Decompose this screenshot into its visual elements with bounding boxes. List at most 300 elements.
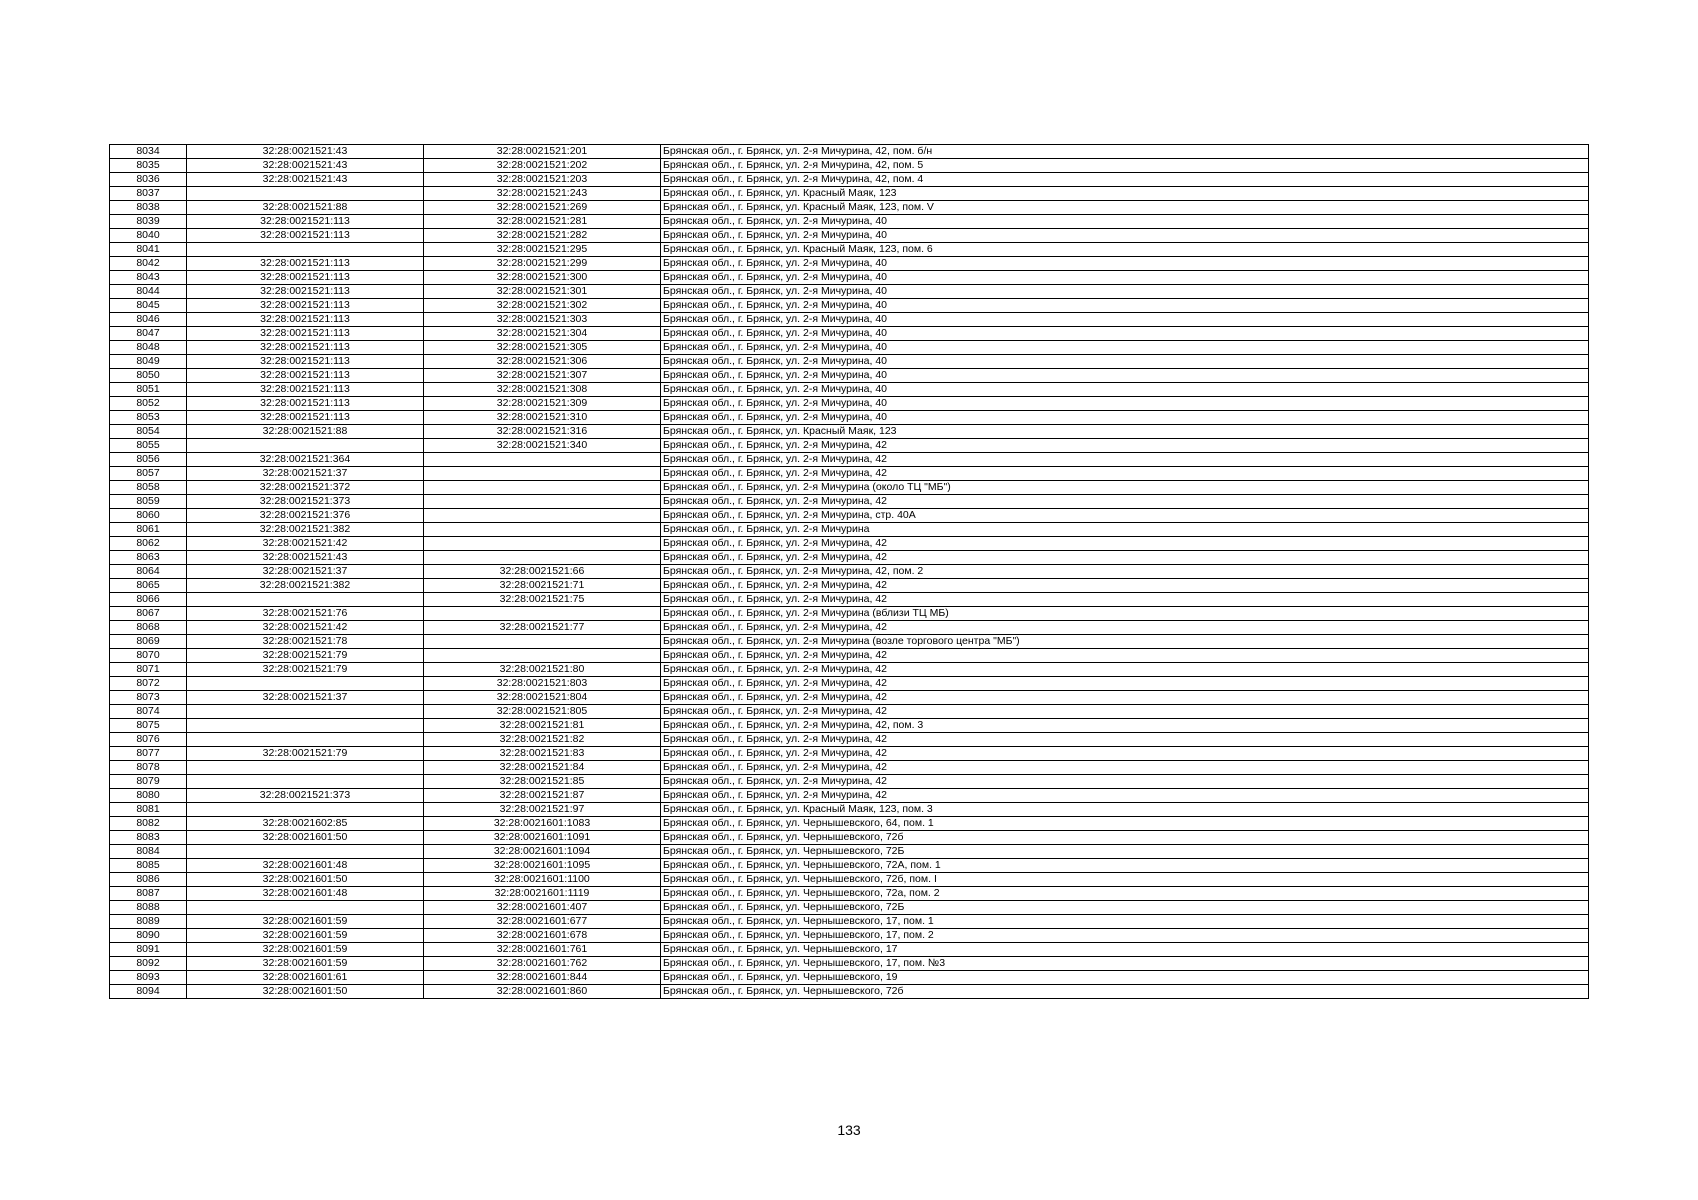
table-row — [110, 537, 1589, 551]
address-cell: Брянская обл., г. Брянск, ул. Чернышевского, 72а, пом. 2 — [661, 887, 1589, 901]
address-cell: Брянская обл., г. Брянск, ул. 2-я Мичурина, 42 — [661, 649, 1589, 663]
address-cell: Брянская обл., г. Брянск, ул. Чернышевского, 17, пом. №3 — [661, 957, 1589, 971]
parcel-cadastral-number-cell: 32:28:0021521:43 — [187, 551, 424, 565]
table-row — [110, 467, 1589, 481]
row-number-cell: 8055 — [110, 439, 187, 453]
parcel-cadastral-number-cell: 32:28:0021521:113 — [187, 383, 424, 397]
table-row — [110, 411, 1589, 425]
row-number-cell: 8076 — [110, 733, 187, 747]
object-cadastral-number-cell: 32:28:0021521:81 — [424, 719, 661, 733]
address-cell: Брянская обл., г. Брянск, ул. Красный Маяк, 123, пом. 6 — [661, 243, 1589, 257]
row-number-cell: 8070 — [110, 649, 187, 663]
table-row — [110, 425, 1589, 439]
parcel-cadastral-number-cell — [187, 761, 424, 775]
address-cell: Брянская обл., г. Брянск, ул. 2-я Мичурина, 40 — [661, 313, 1589, 327]
row-number-cell: 8034 — [110, 145, 187, 159]
row-number-cell: 8041 — [110, 243, 187, 257]
table-row — [110, 173, 1589, 187]
row-number-cell: 8037 — [110, 187, 187, 201]
parcel-cadastral-number-cell: 32:28:0021521:382 — [187, 523, 424, 537]
row-number-cell: 8042 — [110, 257, 187, 271]
table-row — [110, 915, 1589, 929]
object-cadastral-number-cell — [424, 635, 661, 649]
object-cadastral-number-cell — [424, 481, 661, 495]
object-cadastral-number-cell — [424, 467, 661, 481]
parcel-cadastral-number-cell: 32:28:0021601:59 — [187, 929, 424, 943]
parcel-cadastral-number-cell: 32:28:0021602:85 — [187, 817, 424, 831]
object-cadastral-number-cell: 32:28:0021521:805 — [424, 705, 661, 719]
object-cadastral-number-cell: 32:28:0021521:310 — [424, 411, 661, 425]
parcel-cadastral-number-cell: 32:28:0021601:48 — [187, 859, 424, 873]
address-cell: Брянская обл., г. Брянск, ул. 2-я Мичурина, 42 — [661, 691, 1589, 705]
parcel-cadastral-number-cell: 32:28:0021521:43 — [187, 145, 424, 159]
address-cell: Брянская обл., г. Брянск, ул. 2-я Мичурина, 40 — [661, 299, 1589, 313]
object-cadastral-number-cell — [424, 537, 661, 551]
table-row — [110, 719, 1589, 733]
table-row — [110, 663, 1589, 677]
address-cell: Брянская обл., г. Брянск, ул. Чернышевского, 72Б — [661, 845, 1589, 859]
parcel-cadastral-number-cell: 32:28:0021521:79 — [187, 649, 424, 663]
parcel-cadastral-number-cell: 32:28:0021521:43 — [187, 159, 424, 173]
object-cadastral-number-cell: 32:28:0021521:306 — [424, 355, 661, 369]
address-cell: Брянская обл., г. Брянск, ул. Чернышевского, 17, пом. 1 — [661, 915, 1589, 929]
parcel-cadastral-number-cell: 32:28:0021521:113 — [187, 397, 424, 411]
parcel-cadastral-number-cell: 32:28:0021521:382 — [187, 579, 424, 593]
address-cell: Брянская обл., г. Брянск, ул. 2-я Мичурина, 42, пом. 5 — [661, 159, 1589, 173]
address-cell: Брянская обл., г. Брянск, ул. Красный Маяк, 123 — [661, 425, 1589, 439]
row-number-cell: 8085 — [110, 859, 187, 873]
address-cell: Брянская обл., г. Брянск, ул. 2-я Мичурина, 42 — [661, 775, 1589, 789]
parcel-cadastral-number-cell: 32:28:0021521:113 — [187, 313, 424, 327]
table-row — [110, 971, 1589, 985]
row-number-cell: 8089 — [110, 915, 187, 929]
parcel-cadastral-number-cell — [187, 705, 424, 719]
address-cell: Брянская обл., г. Брянск, ул. 2-я Мичурина, 42 — [661, 761, 1589, 775]
address-cell: Брянская обл., г. Брянск, ул. 2-я Мичурина, 40 — [661, 341, 1589, 355]
row-number-cell: 8087 — [110, 887, 187, 901]
address-cell: Брянская обл., г. Брянск, ул. 2-я Мичурина, 42 — [661, 551, 1589, 565]
address-cell: Брянская обл., г. Брянск, ул. Чернышевского, 72Б — [661, 901, 1589, 915]
parcel-cadastral-number-cell — [187, 901, 424, 915]
registry-table-body — [110, 145, 1589, 999]
address-cell: Брянская обл., г. Брянск, ул. 2-я Мичурина (возле торгового центра "МБ") — [661, 635, 1589, 649]
address-cell: Брянская обл., г. Брянск, ул. 2-я Мичурина, 42 — [661, 453, 1589, 467]
object-cadastral-number-cell: 32:28:0021601:1094 — [424, 845, 661, 859]
address-cell: Брянская обл., г. Брянск, ул. 2-я Мичурина, 40 — [661, 383, 1589, 397]
parcel-cadastral-number-cell: 32:28:0021601:59 — [187, 915, 424, 929]
table-row — [110, 383, 1589, 397]
parcel-cadastral-number-cell: 32:28:0021521:78 — [187, 635, 424, 649]
object-cadastral-number-cell: 32:28:0021521:299 — [424, 257, 661, 271]
row-number-cell: 8036 — [110, 173, 187, 187]
table-row — [110, 285, 1589, 299]
parcel-cadastral-number-cell: 32:28:0021521:113 — [187, 355, 424, 369]
table-row — [110, 761, 1589, 775]
parcel-cadastral-number-cell: 32:28:0021521:113 — [187, 299, 424, 313]
table-row — [110, 747, 1589, 761]
row-number-cell: 8088 — [110, 901, 187, 915]
object-cadastral-number-cell — [424, 649, 661, 663]
parcel-cadastral-number-cell: 32:28:0021521:88 — [187, 425, 424, 439]
table-row — [110, 733, 1589, 747]
object-cadastral-number-cell: 32:28:0021521:87 — [424, 789, 661, 803]
table-row — [110, 607, 1589, 621]
parcel-cadastral-number-cell: 32:28:0021521:373 — [187, 789, 424, 803]
address-cell: Брянская обл., г. Брянск, ул. 2-я Мичурина — [661, 523, 1589, 537]
table-row — [110, 887, 1589, 901]
address-cell: Брянская обл., г. Брянск, ул. 2-я Мичурина, 42 — [661, 579, 1589, 593]
parcel-cadastral-number-cell — [187, 187, 424, 201]
table-row — [110, 495, 1589, 509]
parcel-cadastral-number-cell: 32:28:0021521:43 — [187, 173, 424, 187]
object-cadastral-number-cell: 32:28:0021601:678 — [424, 929, 661, 943]
address-cell: Брянская обл., г. Брянск, ул. Красный Маяк, 123, пом. 3 — [661, 803, 1589, 817]
table-row — [110, 831, 1589, 845]
row-number-cell: 8061 — [110, 523, 187, 537]
object-cadastral-number-cell: 32:28:0021521:295 — [424, 243, 661, 257]
object-cadastral-number-cell: 32:28:0021521:309 — [424, 397, 661, 411]
table-row — [110, 635, 1589, 649]
address-cell: Брянская обл., г. Брянск, ул. Чернышевского, 19 — [661, 971, 1589, 985]
parcel-cadastral-number-cell: 32:28:0021521:37 — [187, 565, 424, 579]
object-cadastral-number-cell: 32:28:0021601:1091 — [424, 831, 661, 845]
parcel-cadastral-number-cell: 32:28:0021521:113 — [187, 257, 424, 271]
row-number-cell: 8082 — [110, 817, 187, 831]
object-cadastral-number-cell: 32:28:0021601:1083 — [424, 817, 661, 831]
address-cell: Брянская обл., г. Брянск, ул. Чернышевского, 64, пом. 1 — [661, 817, 1589, 831]
parcel-cadastral-number-cell: 32:28:0021601:50 — [187, 831, 424, 845]
object-cadastral-number-cell: 32:28:0021521:80 — [424, 663, 661, 677]
address-cell: Брянская обл., г. Брянск, ул. 2-я Мичурина, 40 — [661, 411, 1589, 425]
table-row — [110, 159, 1589, 173]
address-cell: Брянская обл., г. Брянск, ул. 2-я Мичурина, 42 — [661, 467, 1589, 481]
address-cell: Брянская обл., г. Брянск, ул. 2-я Мичурина, 42 — [661, 439, 1589, 453]
parcel-cadastral-number-cell: 32:28:0021521:113 — [187, 285, 424, 299]
table-row — [110, 789, 1589, 803]
address-cell: Брянская обл., г. Брянск, ул. 2-я Мичурина, 40 — [661, 397, 1589, 411]
object-cadastral-number-cell: 32:28:0021521:97 — [424, 803, 661, 817]
object-cadastral-number-cell: 32:28:0021601:1119 — [424, 887, 661, 901]
row-number-cell: 8043 — [110, 271, 187, 285]
address-cell: Брянская обл., г. Брянск, ул. 2-я Мичурина, стр. 40А — [661, 509, 1589, 523]
parcel-cadastral-number-cell: 32:28:0021521:372 — [187, 481, 424, 495]
table-row — [110, 859, 1589, 873]
table-row — [110, 551, 1589, 565]
row-number-cell: 8058 — [110, 481, 187, 495]
row-number-cell: 8068 — [110, 621, 187, 635]
address-cell: Брянская обл., г. Брянск, ул. Чернышевского, 72б — [661, 985, 1589, 999]
table-row — [110, 439, 1589, 453]
address-cell: Брянская обл., г. Брянск, ул. Чернышевского, 17, пом. 2 — [661, 929, 1589, 943]
parcel-cadastral-number-cell: 32:28:0021521:113 — [187, 341, 424, 355]
table-row — [110, 271, 1589, 285]
table-row — [110, 523, 1589, 537]
table-row — [110, 229, 1589, 243]
table-row — [110, 901, 1589, 915]
row-number-cell: 8091 — [110, 943, 187, 957]
address-cell: Брянская обл., г. Брянск, ул. 2-я Мичурина, 42, пом. 2 — [661, 565, 1589, 579]
registry-table — [109, 144, 1589, 999]
table-row — [110, 509, 1589, 523]
object-cadastral-number-cell: 32:28:0021521:803 — [424, 677, 661, 691]
address-cell: Брянская обл., г. Брянск, ул. 2-я Мичурина, 42, пом. 3 — [661, 719, 1589, 733]
address-cell: Брянская обл., г. Брянск, ул. 2-я Мичурина (около ТЦ "МБ") — [661, 481, 1589, 495]
object-cadastral-number-cell: 32:28:0021521:77 — [424, 621, 661, 635]
address-cell: Брянская обл., г. Брянск, ул. 2-я Мичурина, 40 — [661, 229, 1589, 243]
object-cadastral-number-cell — [424, 551, 661, 565]
parcel-cadastral-number-cell: 32:28:0021521:88 — [187, 201, 424, 215]
address-cell: Брянская обл., г. Брянск, ул. 2-я Мичурина, 40 — [661, 215, 1589, 229]
address-cell: Брянская обл., г. Брянск, ул. Чернышевского, 72б, пом. I — [661, 873, 1589, 887]
address-cell: Брянская обл., г. Брянск, ул. 2-я Мичурина, 42 — [661, 537, 1589, 551]
object-cadastral-number-cell: 32:28:0021601:407 — [424, 901, 661, 915]
parcel-cadastral-number-cell: 32:28:0021521:364 — [187, 453, 424, 467]
table-row — [110, 355, 1589, 369]
address-cell: Брянская обл., г. Брянск, ул. 2-я Мичурина, 42, пом. б/н — [661, 145, 1589, 159]
parcel-cadastral-number-cell: 32:28:0021521:113 — [187, 369, 424, 383]
row-number-cell: 8083 — [110, 831, 187, 845]
parcel-cadastral-number-cell — [187, 439, 424, 453]
object-cadastral-number-cell — [424, 607, 661, 621]
parcel-cadastral-number-cell: 32:28:0021521:113 — [187, 215, 424, 229]
row-number-cell: 8074 — [110, 705, 187, 719]
table-row — [110, 369, 1589, 383]
address-cell: Брянская обл., г. Брянск, ул. Красный Маяк, 123 — [661, 187, 1589, 201]
parcel-cadastral-number-cell: 32:28:0021601:48 — [187, 887, 424, 901]
object-cadastral-number-cell: 32:28:0021521:340 — [424, 439, 661, 453]
parcel-cadastral-number-cell: 32:28:0021601:61 — [187, 971, 424, 985]
object-cadastral-number-cell: 32:28:0021521:66 — [424, 565, 661, 579]
parcel-cadastral-number-cell — [187, 733, 424, 747]
object-cadastral-number-cell: 32:28:0021521:203 — [424, 173, 661, 187]
row-number-cell: 8057 — [110, 467, 187, 481]
row-number-cell: 8094 — [110, 985, 187, 999]
object-cadastral-number-cell: 32:28:0021521:303 — [424, 313, 661, 327]
table-row — [110, 299, 1589, 313]
table-row — [110, 201, 1589, 215]
table-row — [110, 257, 1589, 271]
address-cell: Брянская обл., г. Брянск, ул. 2-я Мичурина, 42 — [661, 621, 1589, 635]
row-number-cell: 8064 — [110, 565, 187, 579]
row-number-cell: 8090 — [110, 929, 187, 943]
object-cadastral-number-cell: 32:28:0021521:307 — [424, 369, 661, 383]
object-cadastral-number-cell: 32:28:0021521:82 — [424, 733, 661, 747]
table-row — [110, 845, 1589, 859]
object-cadastral-number-cell: 32:28:0021521:243 — [424, 187, 661, 201]
address-cell: Брянская обл., г. Брянск, ул. 2-я Мичурина (вблизи ТЦ МБ) — [661, 607, 1589, 621]
row-number-cell: 8056 — [110, 453, 187, 467]
object-cadastral-number-cell: 32:28:0021521:75 — [424, 593, 661, 607]
parcel-cadastral-number-cell: 32:28:0021521:376 — [187, 509, 424, 523]
parcel-cadastral-number-cell: 32:28:0021521:373 — [187, 495, 424, 509]
table-row — [110, 397, 1589, 411]
object-cadastral-number-cell — [424, 453, 661, 467]
object-cadastral-number-cell: 32:28:0021601:1095 — [424, 859, 661, 873]
object-cadastral-number-cell — [424, 509, 661, 523]
table-row — [110, 957, 1589, 971]
table-row — [110, 243, 1589, 257]
table-row — [110, 705, 1589, 719]
address-cell: Брянская обл., г. Брянск, ул. 2-я Мичурина, 42 — [661, 733, 1589, 747]
table-row — [110, 929, 1589, 943]
table-row — [110, 803, 1589, 817]
address-cell: Брянская обл., г. Брянск, ул. 2-я Мичурина, 42 — [661, 705, 1589, 719]
parcel-cadastral-number-cell — [187, 243, 424, 257]
object-cadastral-number-cell: 32:28:0021521:316 — [424, 425, 661, 439]
row-number-cell: 8092 — [110, 957, 187, 971]
table-row — [110, 593, 1589, 607]
parcel-cadastral-number-cell: 32:28:0021601:50 — [187, 873, 424, 887]
row-number-cell: 8063 — [110, 551, 187, 565]
row-number-cell: 8078 — [110, 761, 187, 775]
table-row — [110, 691, 1589, 705]
row-number-cell: 8066 — [110, 593, 187, 607]
object-cadastral-number-cell: 32:28:0021601:762 — [424, 957, 661, 971]
row-number-cell: 8046 — [110, 313, 187, 327]
row-number-cell: 8040 — [110, 229, 187, 243]
row-number-cell: 8075 — [110, 719, 187, 733]
object-cadastral-number-cell: 32:28:0021521:269 — [424, 201, 661, 215]
row-number-cell: 8065 — [110, 579, 187, 593]
table-row — [110, 775, 1589, 789]
parcel-cadastral-number-cell: 32:28:0021521:113 — [187, 271, 424, 285]
object-cadastral-number-cell: 32:28:0021521:71 — [424, 579, 661, 593]
row-number-cell: 8060 — [110, 509, 187, 523]
address-cell: Брянская обл., г. Брянск, ул. 2-я Мичурина, 42 — [661, 495, 1589, 509]
row-number-cell: 8093 — [110, 971, 187, 985]
row-number-cell: 8067 — [110, 607, 187, 621]
row-number-cell: 8054 — [110, 425, 187, 439]
parcel-cadastral-number-cell: 32:28:0021521:113 — [187, 229, 424, 243]
object-cadastral-number-cell: 32:28:0021601:677 — [424, 915, 661, 929]
object-cadastral-number-cell — [424, 495, 661, 509]
object-cadastral-number-cell: 32:28:0021521:84 — [424, 761, 661, 775]
address-cell: Брянская обл., г. Брянск, ул. 2-я Мичурина, 40 — [661, 355, 1589, 369]
object-cadastral-number-cell: 32:28:0021521:281 — [424, 215, 661, 229]
parcel-cadastral-number-cell: 32:28:0021601:50 — [187, 985, 424, 999]
parcel-cadastral-number-cell: 32:28:0021521:113 — [187, 327, 424, 341]
table-row — [110, 649, 1589, 663]
object-cadastral-number-cell: 32:28:0021521:305 — [424, 341, 661, 355]
table-row — [110, 453, 1589, 467]
object-cadastral-number-cell: 32:28:0021521:302 — [424, 299, 661, 313]
row-number-cell: 8039 — [110, 215, 187, 229]
object-cadastral-number-cell: 32:28:0021521:304 — [424, 327, 661, 341]
row-number-cell: 8059 — [110, 495, 187, 509]
row-number-cell: 8073 — [110, 691, 187, 705]
parcel-cadastral-number-cell: 32:28:0021521:113 — [187, 411, 424, 425]
parcel-cadastral-number-cell — [187, 593, 424, 607]
row-number-cell: 8035 — [110, 159, 187, 173]
parcel-cadastral-number-cell — [187, 803, 424, 817]
object-cadastral-number-cell: 32:28:0021521:301 — [424, 285, 661, 299]
row-number-cell: 8051 — [110, 383, 187, 397]
table-row — [110, 565, 1589, 579]
address-cell: Брянская обл., г. Брянск, ул. Красный Маяк, 123, пом. V — [661, 201, 1589, 215]
row-number-cell: 8038 — [110, 201, 187, 215]
parcel-cadastral-number-cell: 32:28:0021521:42 — [187, 537, 424, 551]
address-cell: Брянская обл., г. Брянск, ул. 2-я Мичурина, 42 — [661, 593, 1589, 607]
row-number-cell: 8053 — [110, 411, 187, 425]
address-cell: Брянская обл., г. Брянск, ул. Чернышевского, 72А, пом. 1 — [661, 859, 1589, 873]
row-number-cell: 8062 — [110, 537, 187, 551]
object-cadastral-number-cell: 32:28:0021521:85 — [424, 775, 661, 789]
row-number-cell: 8072 — [110, 677, 187, 691]
address-cell: Брянская обл., г. Брянск, ул. 2-я Мичурина, 42 — [661, 677, 1589, 691]
row-number-cell: 8081 — [110, 803, 187, 817]
parcel-cadastral-number-cell — [187, 845, 424, 859]
address-cell: Брянская обл., г. Брянск, ул. 2-я Мичурина, 42 — [661, 789, 1589, 803]
table-row — [110, 985, 1589, 999]
parcel-cadastral-number-cell — [187, 719, 424, 733]
row-number-cell: 8050 — [110, 369, 187, 383]
parcel-cadastral-number-cell — [187, 677, 424, 691]
table-row — [110, 215, 1589, 229]
object-cadastral-number-cell: 32:28:0021521:201 — [424, 145, 661, 159]
table-row — [110, 817, 1589, 831]
table-row — [110, 145, 1589, 159]
table-row — [110, 943, 1589, 957]
row-number-cell: 8080 — [110, 789, 187, 803]
address-cell: Брянская обл., г. Брянск, ул. 2-я Мичурина, 40 — [661, 257, 1589, 271]
address-cell: Брянская обл., г. Брянск, ул. 2-я Мичурина, 40 — [661, 271, 1589, 285]
parcel-cadastral-number-cell: 32:28:0021521:42 — [187, 621, 424, 635]
row-number-cell: 8044 — [110, 285, 187, 299]
parcel-cadastral-number-cell: 32:28:0021521:79 — [187, 747, 424, 761]
object-cadastral-number-cell: 32:28:0021521:804 — [424, 691, 661, 705]
address-cell: Брянская обл., г. Брянск, ул. 2-я Мичурина, 42, пом. 4 — [661, 173, 1589, 187]
address-cell: Брянская обл., г. Брянск, ул. Чернышевского, 17 — [661, 943, 1589, 957]
row-number-cell: 8071 — [110, 663, 187, 677]
table-row — [110, 313, 1589, 327]
row-number-cell: 8079 — [110, 775, 187, 789]
row-number-cell: 8084 — [110, 845, 187, 859]
page-number: 133 — [837, 1122, 861, 1138]
table-row — [110, 677, 1589, 691]
row-number-cell: 8048 — [110, 341, 187, 355]
object-cadastral-number-cell: 32:28:0021521:282 — [424, 229, 661, 243]
parcel-cadastral-number-cell: 32:28:0021521:37 — [187, 467, 424, 481]
object-cadastral-number-cell: 32:28:0021521:202 — [424, 159, 661, 173]
row-number-cell: 8077 — [110, 747, 187, 761]
object-cadastral-number-cell: 32:28:0021521:300 — [424, 271, 661, 285]
address-cell: Брянская обл., г. Брянск, ул. 2-я Мичурина, 42 — [661, 747, 1589, 761]
address-cell: Брянская обл., г. Брянск, ул. 2-я Мичурина, 40 — [661, 285, 1589, 299]
object-cadastral-number-cell — [424, 523, 661, 537]
address-cell: Брянская обл., г. Брянск, ул. 2-я Мичурина, 40 — [661, 369, 1589, 383]
object-cadastral-number-cell: 32:28:0021601:844 — [424, 971, 661, 985]
parcel-cadastral-number-cell: 32:28:0021521:76 — [187, 607, 424, 621]
parcel-cadastral-number-cell: 32:28:0021521:37 — [187, 691, 424, 705]
row-number-cell: 8069 — [110, 635, 187, 649]
table-row — [110, 341, 1589, 355]
table-row — [110, 327, 1589, 341]
parcel-cadastral-number-cell: 32:28:0021521:79 — [187, 663, 424, 677]
table-row — [110, 873, 1589, 887]
parcel-cadastral-number-cell: 32:28:0021601:59 — [187, 957, 424, 971]
address-cell: Брянская обл., г. Брянск, ул. Чернышевского, 72б — [661, 831, 1589, 845]
row-number-cell: 8052 — [110, 397, 187, 411]
table-row — [110, 481, 1589, 495]
object-cadastral-number-cell: 32:28:0021521:308 — [424, 383, 661, 397]
row-number-cell: 8047 — [110, 327, 187, 341]
object-cadastral-number-cell: 32:28:0021601:860 — [424, 985, 661, 999]
table-row — [110, 579, 1589, 593]
object-cadastral-number-cell: 32:28:0021521:83 — [424, 747, 661, 761]
row-number-cell: 8045 — [110, 299, 187, 313]
address-cell: Брянская обл., г. Брянск, ул. 2-я Мичурина, 42 — [661, 663, 1589, 677]
table-row — [110, 621, 1589, 635]
